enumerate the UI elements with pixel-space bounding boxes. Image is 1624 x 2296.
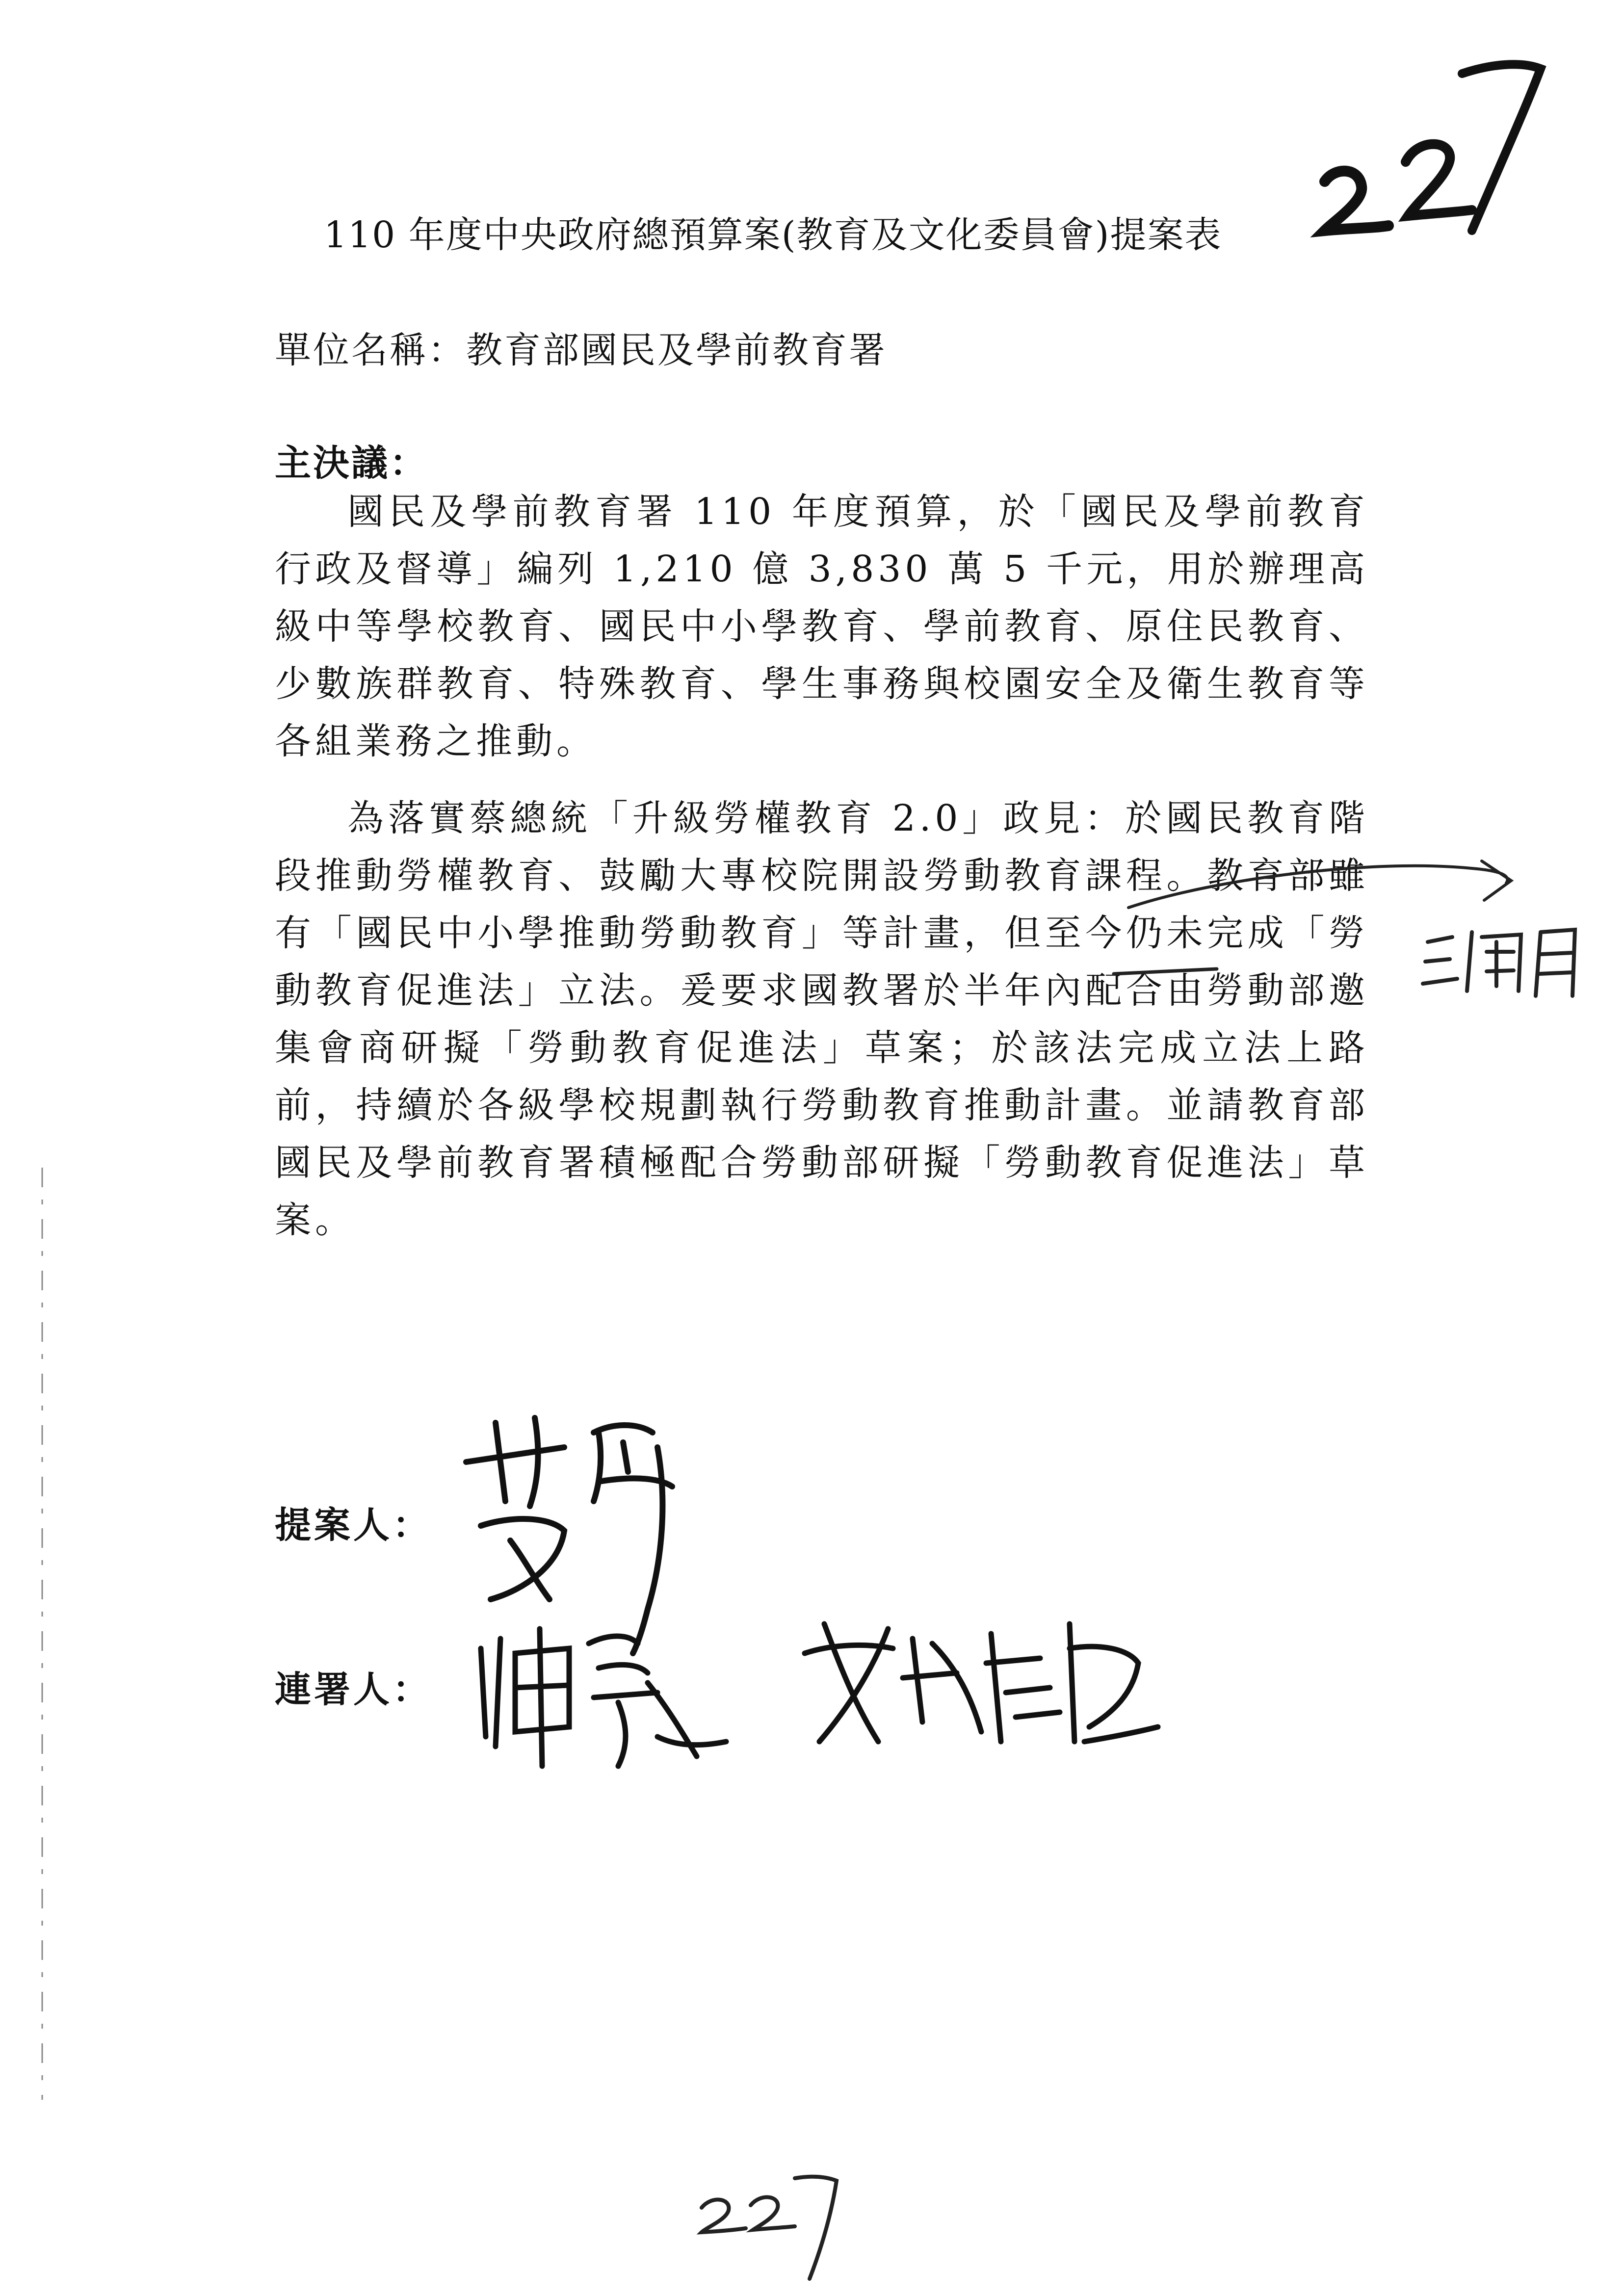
resolution-paragraph-1: 國民及學前教育署 110 年度預算，於「國民及學前教育行政及督導」編列 1,210 億 3,830 萬 5 千元，用於辦理高級中等學校教育、國民中小學教育、學前教育、原住民教育、少數族群教育、特殊教育、學生事務與校園安全及衛生教育等各組業務之推動。 xyxy=(275,491,1369,762)
resolution-paragraph-2: 為落實蔡總統「升級勞權教育 2.0」政見：於國民教育階段推動勞權教育、鼓勵大專校院開設勞動教育課程。教育部雖有「國民中小學推動勞動教育」等計畫，但至今仍未完成「勞動教育促進法」立法。爰要求國教署於半年內配合由勞動部邀集會商研擬「勞動教育促進法」草案；於該法完成立法上路前，持續於各級學校規劃執行勞動教育推動計畫。並請教育部國民及學前教育署積極配合勞動部研擬「勞動教育促進法」草案。 xyxy=(275,797,1369,1241)
handwritten-page-number-bottom xyxy=(697,2168,844,2281)
document-title: 110 年度中央政府總預算案(教育及文化委員會)提案表 xyxy=(324,214,1222,256)
handwritten-page-number-top xyxy=(1315,54,1550,240)
cosigner-signature-2 xyxy=(795,1594,1168,1771)
main-resolution-heading: 主決議： xyxy=(275,442,428,484)
handwritten-correction-text xyxy=(1423,922,1585,1001)
unit-name: 單位名稱：教育部國民及學前教育署 xyxy=(275,329,887,371)
scan-edge-artifact xyxy=(39,1168,45,2100)
cosigner-label: 連署人： xyxy=(275,1669,432,1711)
proposer-label: 提案人： xyxy=(275,1504,432,1546)
cosigner-signature-1 xyxy=(471,1599,746,1786)
